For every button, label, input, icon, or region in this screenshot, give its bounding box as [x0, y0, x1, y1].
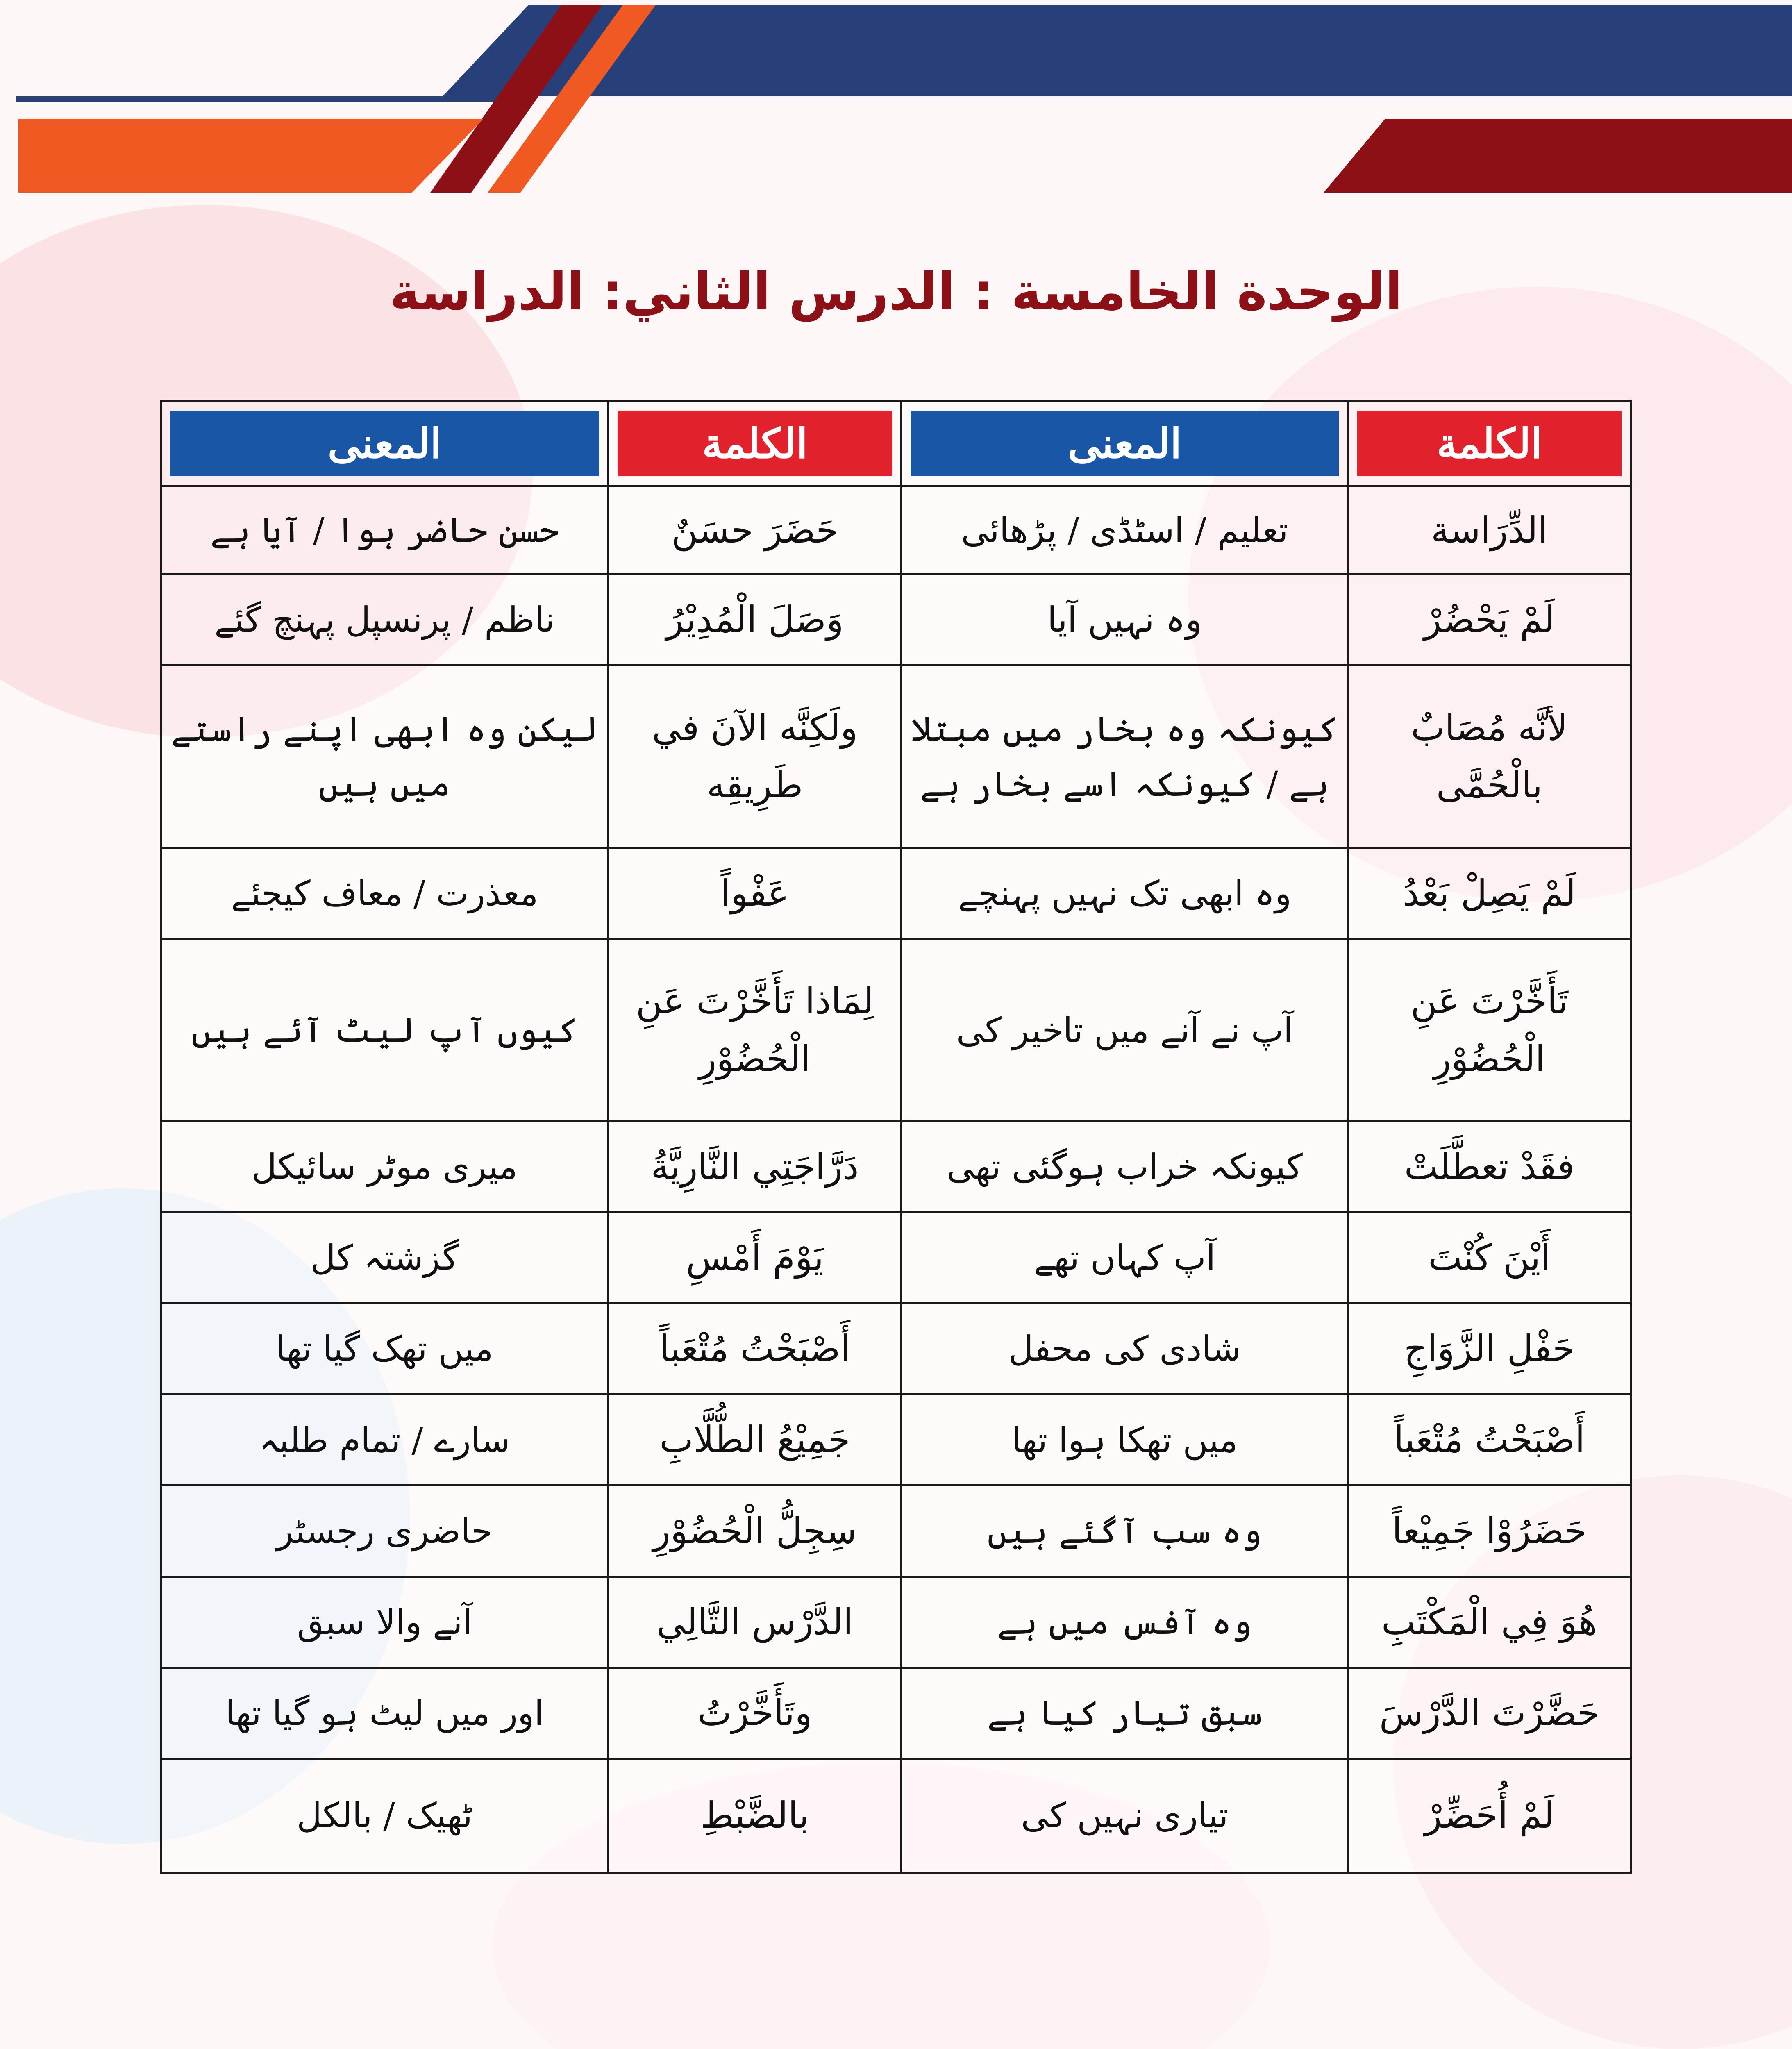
- table-row: [161, 575, 1631, 666]
- table-row: [161, 1667, 1631, 1758]
- table-header-row: [161, 401, 1631, 486]
- word-cell: لَمْ يَحْضُرْ: [1348, 575, 1631, 666]
- word-cell: دَرَّاجَتِي النَّارِيَّةُ: [609, 1121, 902, 1212]
- meaning-cell: تعلیم / اسٹڈی / پڑھائی: [902, 486, 1348, 575]
- meaning-cell: میں تھک گیا تھا: [161, 1304, 609, 1395]
- table-row: [161, 939, 1631, 1121]
- word-cell: هُوَ فِي الْمَكْتَبِ: [1348, 1577, 1631, 1667]
- meaning-cell: وہ نہیں آیا: [902, 575, 1348, 666]
- word-cell: الدَّرْس التَّالِي: [609, 1577, 902, 1667]
- meaning-cell: وہ آفس میں ہے: [902, 1577, 1348, 1667]
- table-row: [161, 1758, 1631, 1872]
- word-cell: أَيْنَ كُنْتَ: [1348, 1213, 1631, 1304]
- word-cell: وَصَلَ الْمُدِيْرُ: [609, 575, 902, 666]
- word-cell: حَضَّرْتَ الدَّرْسَ: [1348, 1667, 1631, 1758]
- word-cell: حَضَرُوْا جَمِيْعاً: [1348, 1486, 1631, 1577]
- word-cell: جَمِيْعُ الطُّلَّابِ: [609, 1395, 902, 1486]
- meaning-cell: معذرت / معاف کیجئے: [161, 848, 609, 939]
- meaning-cell: آپ کہاں تھے: [902, 1213, 1348, 1304]
- word-cell: بالضَّبْطِ: [609, 1758, 902, 1872]
- meaning-cell: کیوں آپ لیٹ آئے ہیں: [161, 939, 609, 1121]
- word-cell: ولَكِنَّه الآنَ في طَرِيقِه: [609, 666, 902, 848]
- word-cell: عَفْواً: [609, 848, 902, 939]
- word-cell: لَمْ يَصِلْ بَعْدُ: [1348, 848, 1631, 939]
- word-cell: يَوْمَ أَمْسِ: [609, 1213, 902, 1304]
- meaning-cell: وہ ابھی تک نہیں پہنچے: [902, 848, 1348, 939]
- table-row: [161, 1121, 1631, 1212]
- meaning-cell: لیکن وہ ابھی اپنے راستے میں ہیں: [161, 666, 609, 848]
- table-row: [161, 666, 1631, 848]
- word-cell: لِمَاذا تَأَخَّرْتَ عَنِ الْحُضُوْرِ: [609, 939, 902, 1121]
- meaning-cell: آپ نے آنے میں تاخیر کی: [902, 939, 1348, 1121]
- table-row: [161, 1395, 1631, 1486]
- meaning-cell: ناظم / پرنسپل پہنچ گئے: [161, 575, 609, 666]
- meaning-cell: آنے والا سبق: [161, 1577, 609, 1667]
- word-cell: الدِّرَاسة: [1348, 486, 1631, 575]
- column-header-meaning-1: [902, 401, 1348, 486]
- meaning-cell: وہ سب آگئے ہیں: [902, 1486, 1348, 1577]
- word-cell: وتَأَخَّرْتُ: [609, 1667, 902, 1758]
- meaning-cell: حسن حاضر ہوا / آیا ہے: [161, 486, 609, 575]
- table-row: [161, 1577, 1631, 1667]
- word-cell: حَفْلِ الزَّوَاجِ: [1348, 1304, 1631, 1395]
- meaning-cell: حاضری رجسٹر: [161, 1486, 609, 1577]
- meaning-cell: شادی کی محفل: [902, 1304, 1348, 1395]
- word-cell: حَضَرَ حسَنٌ: [609, 486, 902, 575]
- word-cell: سِجِلُّ الْحُضُوْرِ: [609, 1486, 902, 1577]
- header-label: المعنى: [170, 411, 599, 476]
- meaning-cell: سبق تیار کیا ہے: [902, 1667, 1348, 1758]
- word-cell: أَصْبَحْتُ مُتْعَباً: [609, 1304, 902, 1395]
- meaning-cell: ٹھیک / بالکل: [161, 1758, 609, 1872]
- column-header-word-2: [609, 401, 902, 486]
- meaning-cell: گزشتہ کل: [161, 1213, 609, 1304]
- table-row: [161, 848, 1631, 939]
- meaning-cell: کیونکہ وہ بخار میں مبتلا ہے / کیونکہ اسے بخار ہے: [902, 666, 1348, 848]
- meaning-cell: سارے / تمام طلبہ: [161, 1395, 609, 1486]
- meaning-cell: تیاری نہیں کی: [902, 1758, 1348, 1872]
- meaning-cell: اور میں لیٹ ہو گیا تھا: [161, 1667, 609, 1758]
- word-cell: فقَدْ تعطَّلَتْ: [1348, 1121, 1631, 1212]
- meaning-cell: کیونکہ خراب ہوگئی تھی: [902, 1121, 1348, 1212]
- page-title: الوحدة الخامسة : الدرس الثاني: الدراسة: [389, 262, 1403, 322]
- meaning-cell: میں تھکا ہوا تھا: [902, 1395, 1348, 1486]
- word-cell: لَمْ أُحَضِّرْ: [1348, 1758, 1631, 1872]
- header-label: المعنى: [911, 411, 1339, 476]
- table-row: [161, 1304, 1631, 1395]
- header-label: الكلمة: [618, 411, 892, 476]
- column-header-meaning-2: [161, 401, 609, 486]
- vocabulary-table: [160, 400, 1632, 1874]
- word-cell: تَأَخَّرْتَ عَنِ الْحُضُوْرِ: [1348, 939, 1631, 1121]
- word-cell: أَصْبَحْتُ مُتْعَباً: [1348, 1395, 1631, 1486]
- table-row: [161, 1213, 1631, 1304]
- table-row: [161, 1486, 1631, 1577]
- table-row: [161, 486, 1631, 575]
- word-cell: لأنَّه مُصَابٌ بالْحُمَّى: [1348, 666, 1631, 848]
- header-label: الكلمة: [1357, 411, 1622, 476]
- column-header-word-1: [1348, 401, 1631, 486]
- meaning-cell: میری موٹر سائیکل: [161, 1121, 609, 1212]
